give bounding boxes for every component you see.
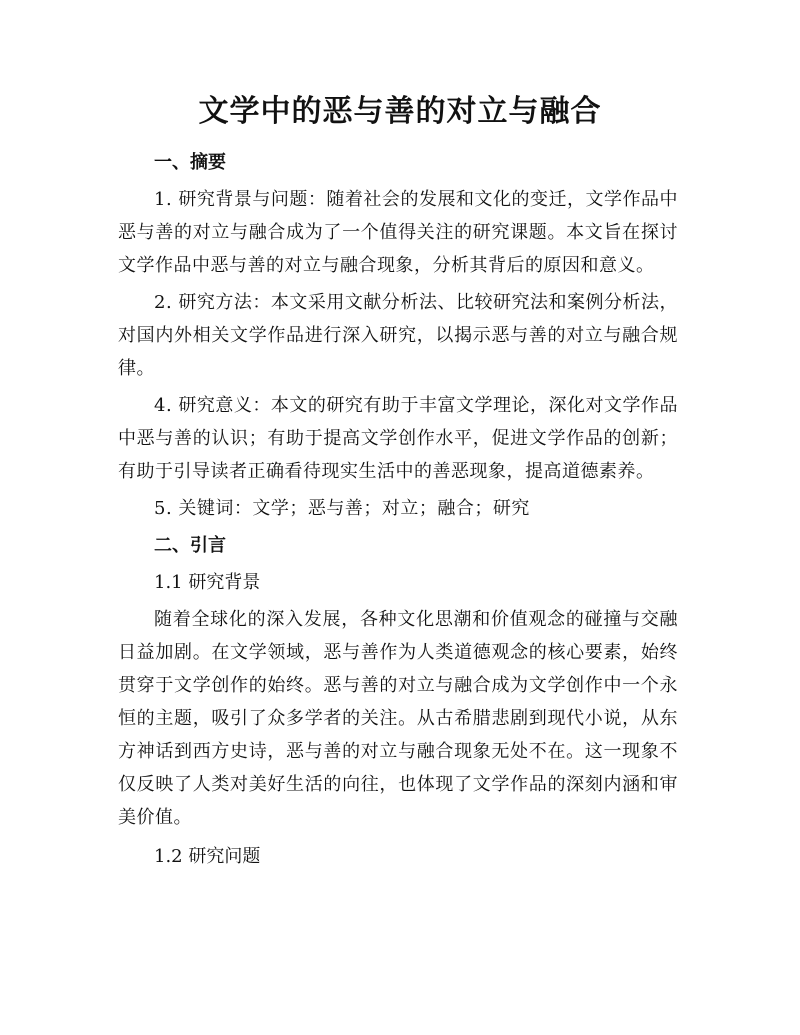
subsection-heading-background: 1.1 研究背景: [154, 572, 261, 593]
section-heading-intro: 二、引言: [154, 535, 226, 556]
paragraph-research-significance: 4. 研究意义：本文的研究有助于丰富文学理论，深化对文学作品中恶与善的认识；有助于提高文学创作水平，促进文学作品的创新；有助于引导读者正确看待现实生活中的善恶现象，提高道德素养。: [118, 395, 678, 482]
paragraph-research-method: 2. 研究方法：本文采用文献分析法、比较研究法和案例分析法，对国内外相关文学作品进行深入研究，以揭示恶与善的对立与融合规律。: [118, 292, 678, 379]
paragraph-intro-background: 随着全球化的深入发展，各种文化思潮和价值观念的碰撞与交融日益加剧。在文学领域，恶与善作为人类道德观念的核心要素，始终贯穿于文学创作的始终。恶与善的对立与融合成为文学创作中一个永恒的主题，吸引了众多学者的关注。从古希腊悲剧到现代小说，从东方神话到西方史诗，恶与善的对立与融合现象无处不在。这一现象不仅反映了人类对美好生活的向往，也体现了文学作品的深刻内涵和审美价值。: [118, 609, 678, 828]
paragraph-keywords: 5. 关键词：文学；恶与善；对立；融合；研究: [154, 498, 530, 519]
document-body: [118, 146, 678, 873]
paragraph-research-background: 1. 研究背景与问题：随着社会的发展和文化的变迁，文学作品中恶与善的对立与融合成为了一个值得关注的研究课题。本文旨在探讨文学作品中恶与善的对立与融合现象，分析其背后的原因和意义。: [118, 189, 678, 276]
section-heading-abstract: 一、摘要: [154, 152, 226, 173]
page-title: 文学中的恶与善的对立与融合: [198, 94, 602, 129]
subsection-heading-questions: 1.2 研究问题: [154, 846, 261, 867]
